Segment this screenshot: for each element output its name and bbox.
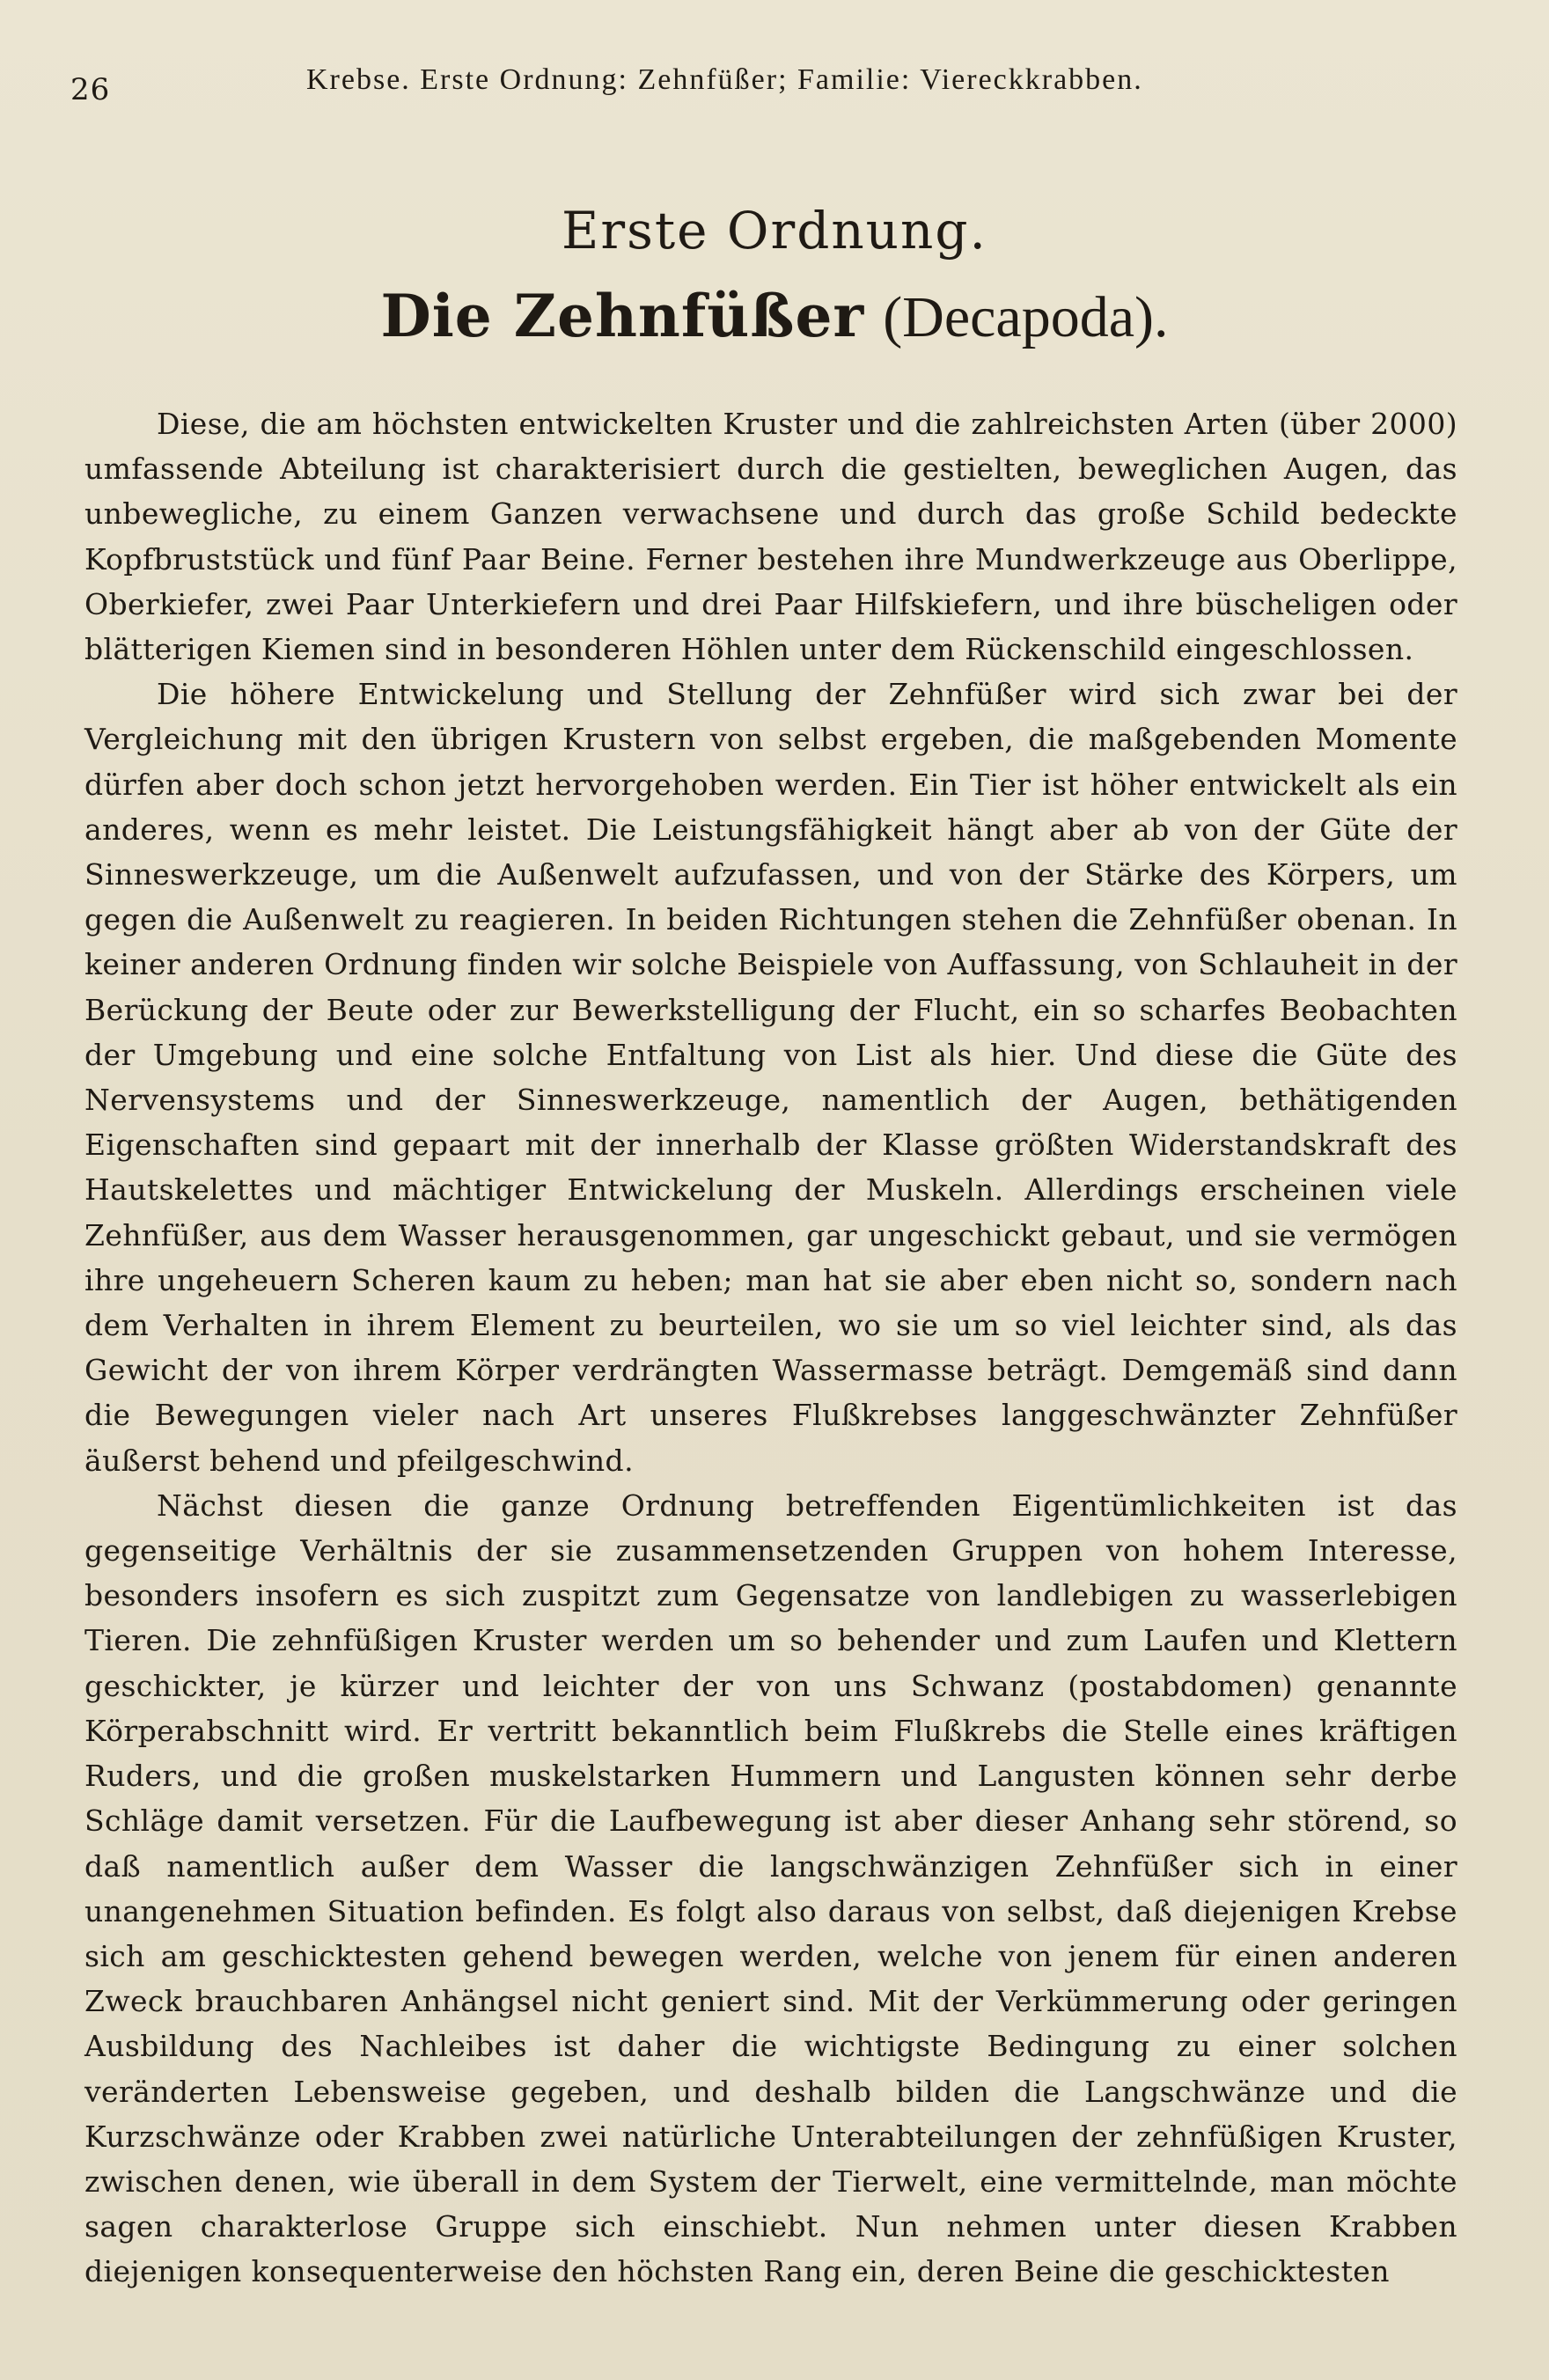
family-name: Die Zehnfüßer — [380, 282, 865, 350]
paragraph: Nächst diesen die ganze Ordnung betreffenden Eigentümlichkeiten ist das gegenseitige Verhältnis der sie zusammensetzenden Gruppen von hohem Interesse, besonders insofern es sich zuspitzt zum Gegensatze von landlebigen zu wasserlebigen Tieren. Die zehnfüßigen Kruster werden um so behender und zum Laufen und Klettern geschickter, je kürzer und leichter der von uns Schwanz (postabdomen) genannte Körperabschnitt wird. Er vertritt bekanntlich beim Flußkrebs die Stelle eines kräftigen Ruders, und die großen muskelstarken Hummern und Langusten können sehr derbe Schläge damit versetzen. Für die Laufbewegung ist aber dieser Anhang sehr störend, so daß namentlich außer dem Wasser die langschwänzigen Zehnfüßer sich in einer unangenehmen Situation befinden. Es folgt also daraus von selbst, daß diejenigen Krebse sich am geschicktesten gehend bewegen werden, welche von jenem für einen anderen Zweck brauchbaren Anhängsel nicht geniert sind. Mit der Verkümmerung oder geringen Ausbildung des Nachleibes ist daher die wichtigste Bedingung zu einer solchen veränderten Lebensweise gegeben, und deshalb bilden die Langschwänze und die Kurzschwänze oder Krabben zwei natürliche Unterabteilungen der zehnfüßigen Kruster, zwischen denen, wie überall in dem System der Tierwelt, eine vermittelnde, man möchte sagen charakterlose Gruppe sich einschiebt. Nun nehmen unter diesen Krabben diejenigen konsequenterweise den höchsten Rang ein, deren Beine die geschicktesten — [84, 1488, 1457, 2289]
family-heading — [0, 282, 1549, 351]
paragraph: Die höhere Entwickelung und Stellung der Zehnfüßer wird sich zwar bei der Vergleichung mit den übrigen Krustern von selbst ergeben, die maßgebenden Momente dürfen aber doch schon jetzt hervorgehoben werden. Ein Tier ist höher entwickelt als ein anderes, wenn es mehr leistet. Die Leistungsfähigkeit hängt aber ab von der Güte der Sinneswerkzeuge, um die Außenwelt aufzufassen, und von der Stärke des Körpers, um gegen die Außenwelt zu reagieren. In beiden Richtungen stehen die Zehnfüßer obenan. In keiner anderen Ordnung finden wir solche Beispiele von Auffassung, von Schlauheit in der Berückung der Beute oder zur Bewerkstelligung der Flucht, ein so scharfes Beobachten der Umgebung und eine solche Entfaltung von List als hier. Und diese die Güte des Nervensystems und der Sinneswerkzeuge, namentlich der Augen, bethätigenden Eigenschaften sind gepaart mit der innerhalb der Klasse größten Widerstandskraft des Hautskelettes und mächtiger Entwickelung der Muskeln. Allerdings erscheinen viele Zehnfüßer, aus dem Wasser herausgenommen, gar ungeschickt gebaut, und sie vermögen ihre ungeheuern Scheren kaum zu heben; man hat sie aber eben nicht so, sondern nach dem Verhalten in ihrem Element zu beurteilen, wo sie um so viel leichter sind, als das Gewicht der von ihrem Körper verdrängten Wassermasse beträgt. Demgemäß sind dann die Bewegungen vieler nach Art unseres Flußkrebses langgeschwänzter Zehnfüßer äußerst behend und pfeilgeschwind. — [84, 677, 1457, 1478]
paragraph: Diese, die am höchsten entwickelten Kruster und die zahlreichsten Arten (über 2000) umfassende Abteilung ist charakterisiert durch die gestielten, beweglichen Augen, das unbewegliche, zu einem Ganzen verwachsene und durch das große Schild bedeckte Kopfbruststück und fünf Paar Beine. Ferner bestehen ihre Mundwerkzeuge aus Oberlippe, Oberkiefer, zwei Paar Unterkiefern und drei Paar Hilfskiefern, und ihre büscheligen oder blätterigen Kiemen sind in besonderen Höhlen unter dem Rückenschild eingeschlossen. — [84, 407, 1457, 667]
order-heading: Erste Ordnung. — [562, 201, 987, 261]
page-number: 26 — [70, 72, 111, 107]
running-head: Krebse. Erste Ordnung: Zehnfüßer; Familie: Viereckkrabben. — [306, 63, 1143, 96]
family-latin-name: (Decapoda). — [883, 285, 1169, 349]
body-text — [84, 401, 1457, 2295]
page-header — [70, 55, 1479, 107]
